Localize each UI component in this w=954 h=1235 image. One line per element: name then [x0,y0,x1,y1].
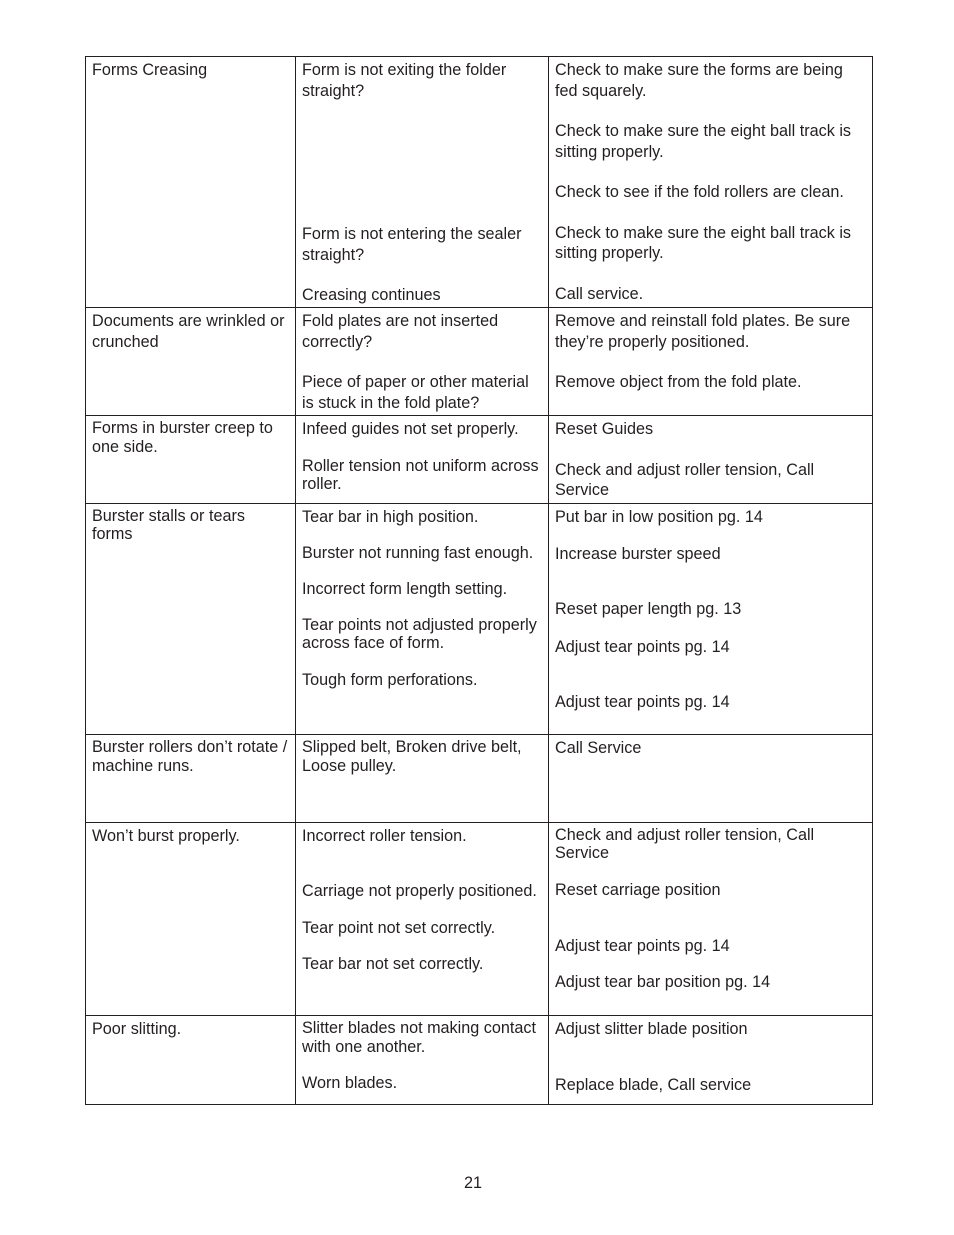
cause-text: Burster not running fast enough. [302,543,534,562]
cause-text: Tear points not adjusted properly across face of form. [302,616,537,652]
cause-cell [296,57,549,308]
cause-text: Carriage not properly positioned. [302,881,537,900]
solution-cell [549,735,873,823]
solution-text: Check to see if the fold rollers are clean. [555,183,844,201]
cause-text: Creasing continues [302,286,441,304]
table-row [86,1016,873,1105]
solution-text: Adjust tear points pg. 14 [555,693,730,711]
cause-text: Incorrect form length setting. [302,579,508,598]
table-row [86,416,873,504]
cause-text: Form is not exiting the folder straight? [302,61,507,100]
solution-text: Adjust tear points pg. 14 [555,637,730,656]
problem-text: Documents are wrinkled or crunched [92,312,285,351]
solution-text: Check to make sure the forms are being fed squarely. [555,61,843,100]
cause-text: Piece of paper or other material is stuck in the fold plate? [302,373,529,412]
cause-text: Fold plates are not inserted correctly? [302,312,499,351]
cause-text: Tear bar in high position. [302,508,479,526]
solution-text: Reset Guides [555,420,654,438]
cause-cell [296,823,549,1016]
solution-text: Remove and reinstall fold plates. Be sure they’re properly positioned. [555,312,851,351]
table-row [86,735,873,823]
cause-text: Tear bar not set correctly. [302,955,484,973]
cause-text: Roller tension not uniform across roller. [302,456,539,493]
cause-text: Form is not entering the sealer straight? [302,225,522,264]
problem-text: Poor slitting. [92,1020,182,1038]
solution-text: Adjust tear bar position pg. 14 [555,973,771,991]
solution-text: Call Service [555,739,642,757]
problem-cell [86,57,296,308]
solution-text: Replace blade, Call service [555,1075,752,1094]
table-row [86,57,873,308]
cause-cell [296,1016,549,1105]
solution-text: Check and adjust roller tension, Call Service [555,826,815,862]
solution-text: Put bar in low position pg. 14 [555,508,763,526]
problem-cell [86,504,296,735]
solution-text: Remove object from the fold plate. [555,373,802,391]
solution-cell [549,1016,873,1105]
solution-cell [549,823,873,1016]
problem-text: Burster stalls or tears forms [92,507,245,543]
cause-text: Slitter blades not making contact with one another. [302,1019,536,1056]
table-row [86,823,873,1016]
cause-text: Tear point not set correctly. [302,918,496,937]
problem-cell [86,823,296,1016]
solution-text: Adjust slitter blade position [555,1020,748,1038]
solution-cell [549,308,873,416]
table-row [86,308,873,416]
cause-cell [296,504,549,735]
problem-cell [86,416,296,504]
cause-cell [296,416,549,504]
cause-text: Worn blades. [302,1074,398,1092]
cause-text: Infeed guides not set properly. [302,420,519,438]
solution-text: Check to make sure the eight ball track is sitting properly. [555,223,852,262]
cause-cell [296,735,549,823]
cause-text: Slipped belt, Broken drive belt, Loose pulley. [302,738,522,775]
table-row [86,504,873,735]
solution-text: Check to make sure the eight ball track is sitting properly. [555,122,852,161]
solution-text: Call service. [555,284,644,303]
problem-text: Burster rollers don’t rotate / machine runs. [92,738,288,775]
troubleshooting-table [85,56,873,1105]
solution-text: Reset paper length pg. 13 [555,600,742,618]
solution-cell [549,416,873,504]
solution-text: Increase burster speed [555,544,721,563]
solution-text: Adjust tear points pg. 14 [555,936,730,955]
problem-cell [86,308,296,416]
cause-cell [296,308,549,416]
solution-text: Reset carriage position [555,881,721,899]
problem-cell [86,735,296,823]
solution-text: Check and adjust roller tension, Call Service [555,460,815,499]
problem-text: Forms in burster creep to one side. [92,419,273,456]
page-number: 21 [463,1174,482,1192]
problem-text: Forms Creasing [92,61,208,79]
solution-cell [549,57,873,308]
cause-text: Incorrect roller tension. [302,827,467,845]
problem-text: Won’t burst properly. [92,827,240,845]
solution-cell [549,504,873,735]
problem-cell [86,1016,296,1105]
cause-text: Tough form perforations. [302,671,478,689]
